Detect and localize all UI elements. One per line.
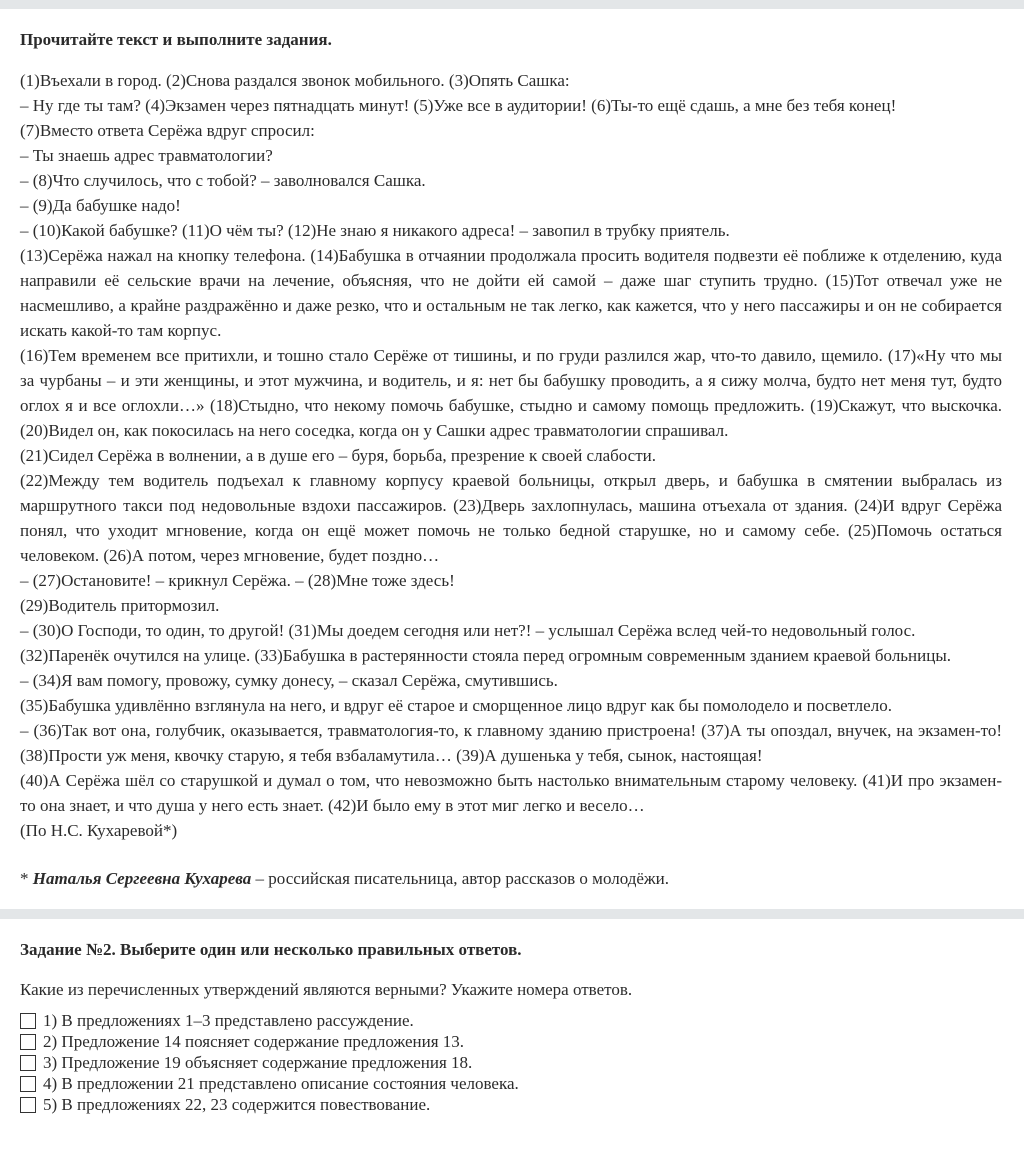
text-paragraph: – (30)О Господи, то один, то другой! (31)Мы доедем сегодня или нет?! – услышал Серёжа вслед чей-то недовольный голос. (20, 621, 916, 640)
text-paragraph: (22)Между тем водитель подъехал к главному корпусу краевой больницы, открыл дверь, и бабушка в смятении выбралась из маршрутного такси под недовольные вздохи пассажиров. (23)Дверь захлопнулась, машина отъехала от здания. (24)И вдруг Серёжа понял, что уходит мгновение, когда он ещё может помочь не только бедной старушке, но и самому себе. (25)Помочь остаться человеком. (26)А потом, через мгновение, будет поздно… (20, 471, 1002, 565)
answer-option[interactable] (20, 1073, 1002, 1094)
text-paragraph: – (10)Какой бабушке? (11)О чём ты? (12)Не знаю я никакого адреса! – завопил в трубку приятель. (20, 221, 730, 240)
text-paragraph: (40)А Серёжа шёл со старушкой и думал о том, что невозможно быть настолько внимательным старому человеку. (41)И про экзамен-то она знает, и что душа у него есть знает. (42)И было ему в этот миг легко и весело… (20, 771, 1002, 815)
answer-checkbox[interactable] (20, 1034, 36, 1050)
text-paragraph: (29)Водитель притормозил. (20, 596, 220, 615)
top-divider (0, 0, 1024, 9)
answer-label: 4) В предложении 21 представлено описание состояния человека. (43, 1074, 519, 1093)
reading-title: Прочитайте текст и выполните задания. (20, 30, 332, 49)
footnote-author: Наталья Сергеевна Кухарева (32, 869, 252, 888)
text-paragraph: (16)Тем временем все притихли, и тошно стало Серёже от тишины, и по груди разлился жар, что-то давило, щемило. (17)«Ну что мы за чурбаны – и эти женщины, и этот мужчина, и водитель, и я: нет бы бабушку проводить, а я сижу молча, будто нет меня тут, будто оглох я и все оглохли…» (18)Стыдно, что некому помочь бабушке, стыдно и самому помощь предложить. (19)Скажут, что выскочка. (20)Видел он, как покосилась на него соседка, когда он у Сашки адрес травматологии спрашивал. (20, 346, 1002, 440)
reading-section (0, 28, 1024, 891)
answer-option[interactable] (20, 1010, 1002, 1031)
answer-label: 5) В предложениях 22, 23 содержится повествование. (43, 1095, 431, 1114)
answer-label: 2) Предложение 14 поясняет содержание предложения 13. (43, 1032, 465, 1051)
task-section (0, 938, 1024, 1115)
text-paragraph: – (36)Так вот она, голубчик, оказывается, травматология-то, к главному зданию пристроена! (37)А ты опоздал, внучек, на экзамен-то! (38)Прости уж меня, квочку старую, я тебя взбаламутила… (39)А душенька у тебя, сынок, настоящая! (20, 721, 1002, 765)
answer-checkbox[interactable] (20, 1013, 36, 1029)
footnote-marker: * (20, 869, 33, 888)
answer-label: 3) Предложение 19 объясняет содержание предложения 18. (43, 1053, 473, 1072)
answer-checkbox[interactable] (20, 1076, 36, 1092)
answer-option[interactable] (20, 1031, 1002, 1052)
text-paragraph: – (8)Что случилось, что с тобой? – заволновался Сашка. (20, 171, 426, 190)
text-paragraph: – Ты знаешь адрес травматологии? (20, 146, 273, 165)
answer-options (20, 1010, 1002, 1115)
text-paragraph: (35)Бабушка удивлённо взглянула на него, и вдруг её старое и сморщенное лицо вдруг как бы помолодело и посветлело. (20, 696, 892, 715)
text-paragraph: (По Н.С. Кухаревой*) (20, 821, 178, 840)
answer-checkbox[interactable] (20, 1097, 36, 1113)
text-paragraph: (32)Паренёк очутился на улице. (33)Бабушка в растерянности стояла перед огромным современным зданием краевой больницы. (20, 646, 952, 665)
answer-option[interactable] (20, 1094, 1002, 1115)
text-paragraph: (21)Сидел Серёжа в волнении, а в душе его – буря, борьба, презрение к своей слабости. (20, 446, 657, 465)
answer-option[interactable] (20, 1052, 1002, 1073)
reading-text (20, 68, 1002, 843)
text-paragraph: (7)Вместо ответа Серёжа вдруг спросил: (20, 121, 315, 140)
footnote (20, 866, 1002, 891)
answer-label: 1) В предложениях 1–3 представлено рассуждение. (43, 1011, 414, 1030)
task-question: Какие из перечисленных утверждений являются верными? Укажите номера ответов. (20, 980, 633, 999)
text-paragraph: (1)Въехали в город. (2)Снова раздался звонок мобильного. (3)Опять Сашка: (20, 71, 570, 90)
text-paragraph: – (27)Остановите! – крикнул Серёжа. – (28)Мне тоже здесь! (20, 571, 455, 590)
text-paragraph: – (9)Да бабушке надо! (20, 196, 181, 215)
footnote-text: – российская писательница, автор рассказов о молодёжи. (251, 869, 670, 888)
text-paragraph: (13)Серёжа нажал на кнопку телефона. (14)Бабушка в отчаянии продолжала просить водителя подвезти её поближе к отделению, куда направили её сельские врачи на лечение, объясняя, что не дойти ей самой – даже шаг ступить трудно. (15)Тот отвечал уже не насмешливо, а крайне раздражённо и даже резко, что и остальным не так легко, как кажется, что у него пассажиры и он не собирается искать какой-то там корпус. (20, 246, 1002, 340)
task-title: Задание №2. Выберите один или несколько правильных ответов. (20, 940, 522, 959)
text-paragraph: – Ну где ты там? (4)Экзамен через пятнадцать минут! (5)Уже все в аудитории! (6)Ты-то ещё сдашь, а мне без тебя конец! (20, 96, 897, 115)
section-divider (0, 909, 1024, 919)
answer-checkbox[interactable] (20, 1055, 36, 1071)
text-paragraph: – (34)Я вам помогу, провожу, сумку донесу, – сказал Серёжа, смутившись. (20, 671, 558, 690)
